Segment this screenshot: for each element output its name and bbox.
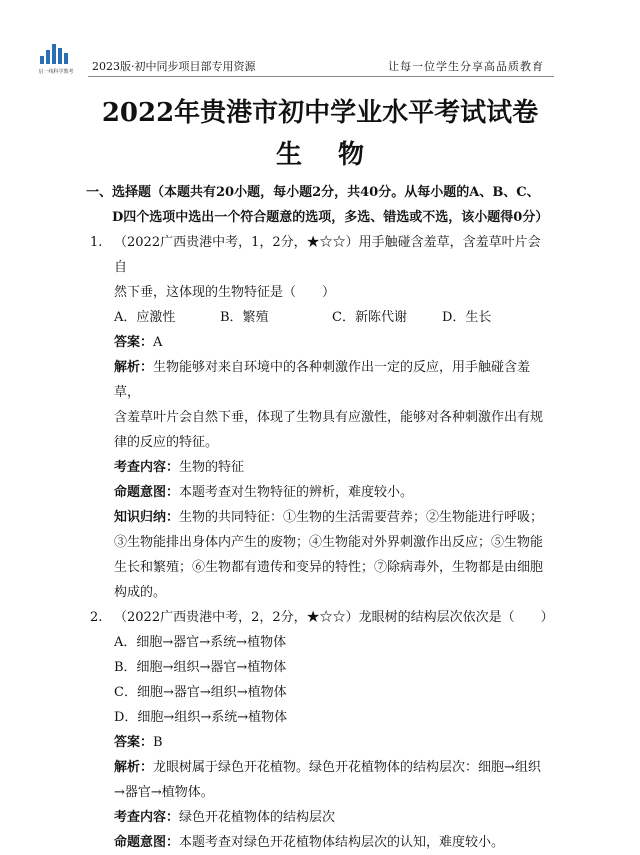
option-b: B．细胞→组织→器官→植物体 — [114, 660, 287, 675]
answer-value: A — [153, 335, 163, 350]
header-left-text: 2023版·初中同步项目部专用资源 — [92, 60, 256, 73]
question-number: 1. — [90, 235, 103, 250]
logo-text: 启一线科学教考 — [38, 69, 74, 75]
exam-content — [86, 180, 554, 855]
option-c: C．新陈代谢 — [332, 310, 407, 325]
summary-line3: 生长和繁殖；⑥生物都有遗传和变异的特性；⑦除病毒外，生物都是由细胞 — [114, 560, 544, 575]
answer-line — [90, 730, 552, 755]
page-title: 2022年贵港市初中学业水平考试试卷 — [101, 98, 539, 128]
page-subtitle: 生物 — [275, 140, 400, 170]
answer-value: B — [153, 735, 163, 750]
content-label: 考查内容： — [114, 460, 180, 475]
answer-label: 答案： — [114, 335, 154, 350]
intent-label: 命题意图： — [114, 485, 180, 500]
content-value: 绿色开花植物体的结构层次 — [179, 810, 336, 825]
answer-label: 答案： — [114, 735, 154, 750]
page-header — [0, 0, 640, 80]
intent-value: 本题考查对绿色开花植物体结构层次的认知，难度较小。 — [179, 835, 505, 850]
content-line — [90, 805, 552, 830]
publisher-logo — [36, 42, 72, 78]
analysis-line2: 含羞草叶片会自然下垂，体现了生物具有应激性，能够对各种刺激作出有规 — [114, 410, 544, 425]
analysis-line1: 龙眼树属于绿色开花植物。绿色开花植物体的结构层次：细胞→组织 — [153, 760, 541, 775]
analysis-label: 解析： — [114, 360, 154, 375]
question-stem-line1: （2022广西贵港中考，1，2分，★☆☆）用手触碰含羞草，含羞草叶片会自 — [114, 235, 541, 275]
content-line — [90, 455, 552, 480]
header-right-text: 让每一位学生分享高品质教育 — [388, 60, 544, 73]
analysis-line2: →器官→植物体。 — [114, 785, 214, 800]
summary-label: 知识归纳： — [114, 510, 180, 525]
intent-line — [90, 830, 552, 855]
intent-value: 本题考查对生物特征的辨析，难度较小。 — [179, 485, 414, 500]
question-number: 2. — [90, 610, 103, 625]
analysis-block — [90, 355, 552, 455]
section-heading — [86, 180, 552, 230]
question-1-options — [90, 305, 552, 330]
intent-line — [90, 480, 552, 505]
section-heading-line2: D四个选项中选出一个符合题意的选项，多选、错选或不选，该小题得0分） — [112, 210, 549, 225]
question-2 — [90, 605, 552, 630]
summary-line4: 构成的。 — [114, 585, 167, 600]
option-d: D．生长 — [442, 310, 492, 325]
analysis-label: 解析： — [114, 760, 154, 775]
option-c: C．细胞→器官→组织→植物体 — [114, 685, 287, 700]
summary-line1: 生物的共同特征：①生物的生活需要营养；②生物能进行呼吸； — [179, 510, 544, 525]
question-1 — [90, 230, 552, 305]
analysis-line3: 律的反应的特征。 — [114, 435, 219, 450]
analysis-line1: 生物能够对来自环境中的各种刺激作出一定的反应，用手触碰含羞草， — [114, 360, 531, 400]
logo-bars-icon — [40, 42, 68, 64]
answer-line — [90, 330, 552, 355]
intent-label: 命题意图： — [114, 835, 180, 850]
content-label: 考查内容： — [114, 810, 180, 825]
header-divider — [88, 76, 554, 77]
summary-line2: ③生物能排出身体内产生的废物；④生物能对外界刺激作出反应；⑤生物能 — [114, 535, 544, 550]
summary-block — [90, 505, 552, 605]
section-heading-line1: 一、选择题（本题共有20小题，每小题2分，共40分。从每小题的A、B、C、 — [86, 185, 540, 200]
option-b: B．繁殖 — [220, 310, 269, 325]
option-a: A．细胞→器官→系统→植物体 — [114, 635, 287, 650]
analysis-block — [90, 755, 552, 805]
question-stem-line2: 然下垂，这体现的生物特征是（ ） — [114, 285, 336, 300]
option-a: A．应激性 — [114, 310, 176, 325]
question-stem: （2022广西贵港中考，2，2分，★☆☆）龙眼树的结构层次依次是（ ） — [114, 610, 554, 625]
content-value: 生物的特征 — [179, 460, 245, 475]
option-d: D．细胞→组织→系统→植物体 — [114, 710, 288, 725]
